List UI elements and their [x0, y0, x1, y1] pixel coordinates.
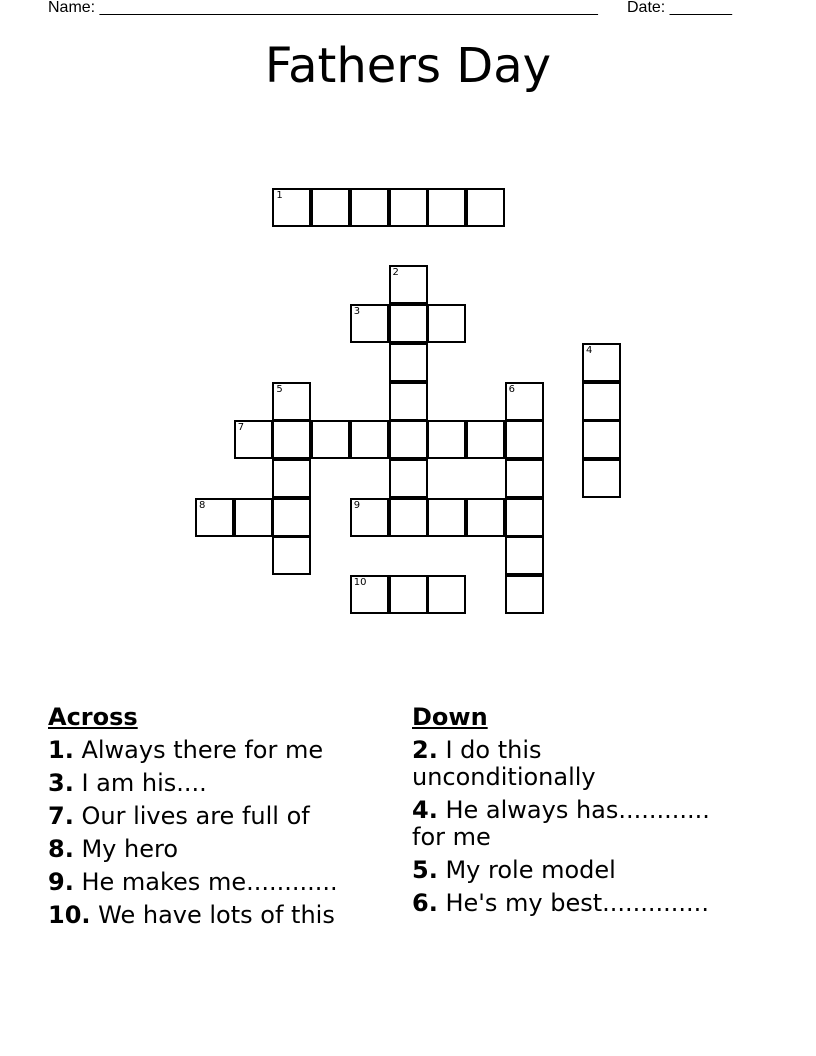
grid-cell	[350, 304, 389, 343]
down-clue-6: 6. He's my best..............	[412, 889, 709, 917]
grid-cell	[389, 343, 428, 382]
grid-cell	[389, 459, 428, 498]
grid-cell	[389, 575, 428, 614]
across-clue-8: 8. My hero	[48, 835, 179, 863]
grid-cell	[350, 575, 389, 614]
name-field-label: Name: ________________________________________________________	[48, 0, 598, 16]
cell-number: 2	[392, 267, 399, 279]
grid-cell	[389, 382, 428, 421]
puzzle-title: Fathers Day	[264, 38, 552, 94]
grid-cell	[427, 188, 466, 227]
grid-cell	[389, 265, 428, 304]
grid-cell	[505, 420, 544, 459]
down-clue-2: 2. I do this unconditionally	[412, 736, 596, 791]
grid-cell	[234, 498, 273, 537]
grid-cell	[272, 420, 311, 459]
grid-cell	[272, 188, 311, 227]
grid-cell	[272, 536, 311, 575]
grid-cell	[272, 498, 311, 537]
grid-cell	[389, 498, 428, 537]
grid-cell	[582, 459, 621, 498]
down-clue-4: 4. He always has............ for me	[412, 796, 710, 851]
grid-cell	[389, 304, 428, 343]
grid-cell	[389, 188, 428, 227]
cell-number: 3	[353, 306, 361, 318]
grid-cell	[466, 498, 505, 537]
cell-number: 4	[586, 344, 593, 356]
cell-number: 8	[199, 499, 206, 511]
grid-cell	[427, 304, 466, 343]
cell-number: 7	[237, 422, 245, 434]
date-field-label: Date: _______	[627, 0, 732, 16]
cell-number: 5	[276, 383, 283, 395]
grid-cell	[234, 420, 273, 459]
grid-cell	[272, 382, 311, 421]
grid-cell	[505, 498, 544, 537]
across-clue-7: 7. Our lives are full of	[48, 802, 310, 830]
across-clue-10: 10. We have lots of this	[48, 901, 335, 929]
grid-cell	[582, 343, 621, 382]
grid-cell	[505, 536, 544, 575]
down-clue-5: 5. My role model	[412, 856, 616, 884]
grid-cell	[582, 420, 621, 459]
down-heading: Down	[412, 703, 488, 731]
grid-cell	[427, 420, 466, 459]
grid-cell	[350, 188, 389, 227]
cell-number: 1	[276, 190, 283, 201]
down-clues	[412, 704, 712, 923]
grid-cell	[505, 575, 544, 614]
across-clue-1: 1. Always there for me	[48, 736, 324, 764]
grid-cell	[582, 382, 621, 421]
grid-cell	[466, 188, 505, 227]
across-clue-9: 9. He makes me............	[48, 868, 338, 896]
grid-cell	[272, 459, 311, 498]
cell-number: 6	[508, 383, 515, 395]
grid-cell	[350, 420, 389, 459]
grid-cell	[466, 420, 505, 459]
grid-cell	[389, 420, 428, 459]
grid-cell	[427, 498, 466, 537]
grid-cell	[195, 498, 234, 537]
grid-cell	[427, 575, 466, 614]
grid-cell	[505, 459, 544, 498]
cell-number: 9	[353, 499, 361, 511]
grid-cell	[311, 420, 350, 459]
cell-number: 10	[353, 577, 367, 588]
grid-cell	[350, 498, 389, 537]
across-clues	[48, 704, 393, 935]
across-clue-3: 3. I am his....	[48, 769, 207, 797]
grid-cell	[505, 382, 544, 421]
grid-cell	[311, 188, 350, 227]
across-heading: Across	[48, 703, 138, 731]
